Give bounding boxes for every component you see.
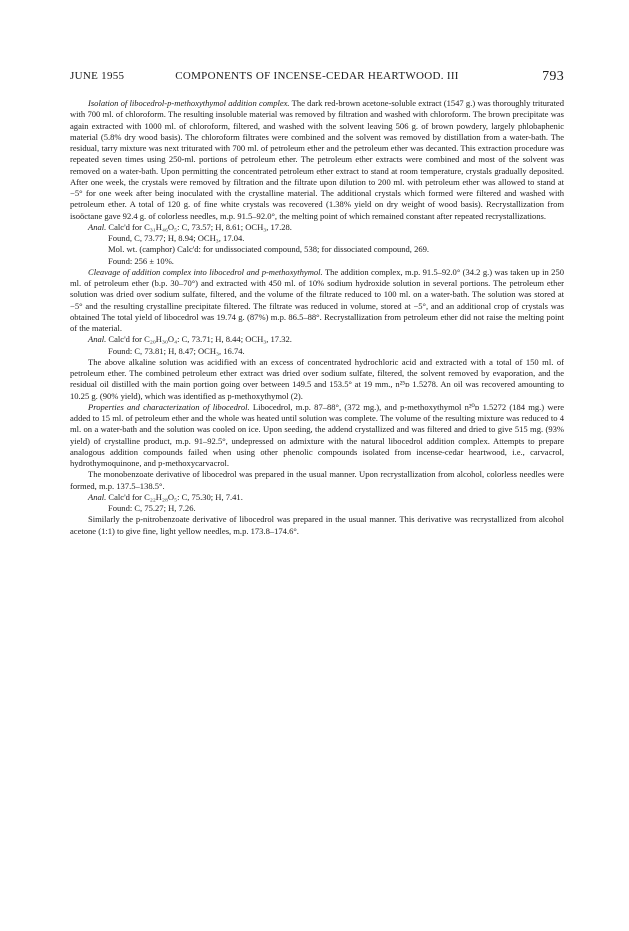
paragraph-text: The addition complex, m.p. 91.5–92.0° (34.2 g.) was taken up in 250 ml. of petroleum ether (b.p. 30–70°) and extracted with 450 ml. of 10% sodium hydroxide solution in several portions. The petroleum ether solution was dried over sodium sulfate, filtered, and the volume of the filtrate reduced to 100 ml. on a water-bath. The solution was stored at −5° and the resulting crystalline precipitate filtered. The filtrate was reduced in volume, stored at −5°, and an additional crop of crystals was obtained The total yield of libocedrol was 19.74 g. (87%) m.p. 86.5–88°. Recrystallization from petroleum ether did not raise the melting point of the material.	[70, 266, 564, 333]
analysis-line	[70, 334, 564, 345]
analysis-line	[70, 492, 564, 503]
section-heading-cleavage: Cleavage of addition complex into libocedrol and p-methoxythymol.	[88, 266, 323, 277]
anal-calc: Calc'd for C₃₁H₄₆O₅: C, 73.57; H, 8.61; OCH₃, 17.28.	[106, 221, 292, 232]
found-line: Found, C, 73.77; H, 8.94; OCH₃, 17.04.	[108, 233, 245, 243]
found-line: Found: C, 73.81; H, 8.47; OCH₃, 16.74.	[108, 345, 245, 356]
paragraph-cleavage	[70, 267, 564, 335]
paragraph-properties	[70, 402, 564, 470]
running-header	[70, 70, 564, 86]
paragraph-text: The dark red-brown acetone-soluble extract (1547 g.) was thoroughly triturated with 700 ml. of chloroform. The resulting insoluble material was removed by filtration and washed with chloroform. The brown precipitate was again extracted with 1000 ml. of chloroform, filtered, and washed with the solvent leaving 506 g. of brown powdery, largely phlobaphenic material (5.8% dry wood basis). The chloroform filtrates were combined and the solvent was removed by distillation from a water-bath. The residual, tarry mixture was next triturated with 700 ml. of petroleum ether and the petroleum ether was decanted. This extraction procedure was repeated seven times using 250-ml. portions of petroleum ether. The petroleum ether extracts were combined and most of the solvent was removed on a water-bath. Upon permitting the concentrated petroleum ether extract to stand at room temperature, crystals gradually deposited. After one week, the crystals were removed by filtration and the filtrate upon dilution to 200 ml. with petroleum ether was allowed to stand at −5° for one week after being inoculated with the crystalline material. The additional crystals which formed were filtered and washed with petroleum ether. A total of 120 g. of fine white crystals was recovered (1.38% yield on dry weight of wood basis). Recrystallization from isoöctane gave 92.4 g. of colorless needles, m.p. 91.5–92.0°, the melting point of which remained constant after repeated recrystallizations.	[70, 98, 564, 221]
anal-calc: Calc'd for C₂₂H₂₈O₅: C, 75.30; H, 7.41.	[106, 491, 243, 502]
molwt-line: Mol. wt. (camphor) Calc'd: for undissociated compound, 538; for dissociated compound, 269.	[108, 244, 430, 255]
paragraph-isolation	[70, 98, 564, 222]
page-number: 793	[542, 69, 564, 84]
anal-label: Anal.	[88, 221, 107, 232]
article-body	[70, 98, 564, 537]
anal-label: Anal.	[88, 334, 107, 345]
molwt-found-line: Found: 256 ± 10%.	[108, 255, 174, 266]
paragraph-monobenzoate: The monobenzoate derivative of libocedrol was prepared in the usual manner. Upon recrystallization from alcohol, colorless needles were formed, m.p. 137.5–138.5°.	[70, 469, 564, 491]
found-line: Found: C, 75.27; H, 7.26.	[108, 503, 196, 513]
analysis-line	[70, 222, 564, 233]
header-title: COMPONENTS OF INCENSE-CEDAR HEARTWOOD. III	[175, 70, 459, 82]
paragraph-nitrobenzoate: Similarly the p-nitrobenzoate derivative of libocedrol was prepared in the usual manner. This derivative was recrystallized from alcohol acetone (1:1) to give fine, light yellow needles, m.p. 173.8–174.6°.	[70, 514, 564, 536]
anal-label: Anal.	[88, 491, 107, 502]
paragraph-text: Libocedrol, m.p. 87–88°, (372 mg.), and p-methoxythymol n²⁰ᴅ 1.5272 (184 mg.) were added to 15 ml. of petroleum ether and the whole was heated until solution was complete. The volume of the resulting mixture was reduced to 4 ml. on a water-bath and the solution was cooled on ice. Upon seeding, the addend crystallized and was filtered and dried to give 515 mg. (93% yield) of crystalline product, m.p. 91–92.5°, undepressed on admixture with the natural libocedrol addition complex. Attempts to prepare analogous addition compounds failed when using other phenolic compounds isolated from incense-cedar heartwood, i.e., carvacrol, hydrothymoquinone, and p-methoxycarvacrol.	[70, 401, 564, 468]
section-heading-properties: Properties and characterization of libocedrol.	[88, 401, 250, 412]
header-date: JUNE 1955	[70, 70, 125, 82]
paragraph-alkaline: The above alkaline solution was acidified with an excess of concentrated hydrochloric acid and extracted with a total of 150 ml. of petroleum ether. The combined petroleum ether extract was dried over sodium sulfate, filtered, the solvent removed by evaporation, and the residual oil distilled with the main portion going over between 149.5 and 153.5° at 19 mm., n²⁵ᴅ 1.5278. An oil was recovered amounting to 10.25 g. (90% yield), which was identified as p-methoxythymol (2).	[70, 356, 564, 401]
section-heading-isolation: Isolation of libocedrol-p-methoxythymol addition complex.	[88, 98, 290, 108]
anal-calc: Calc'd for C₂₀H₃₀O₄: C, 73.71; H, 8.44; OCH₃, 17.32.	[106, 334, 292, 345]
